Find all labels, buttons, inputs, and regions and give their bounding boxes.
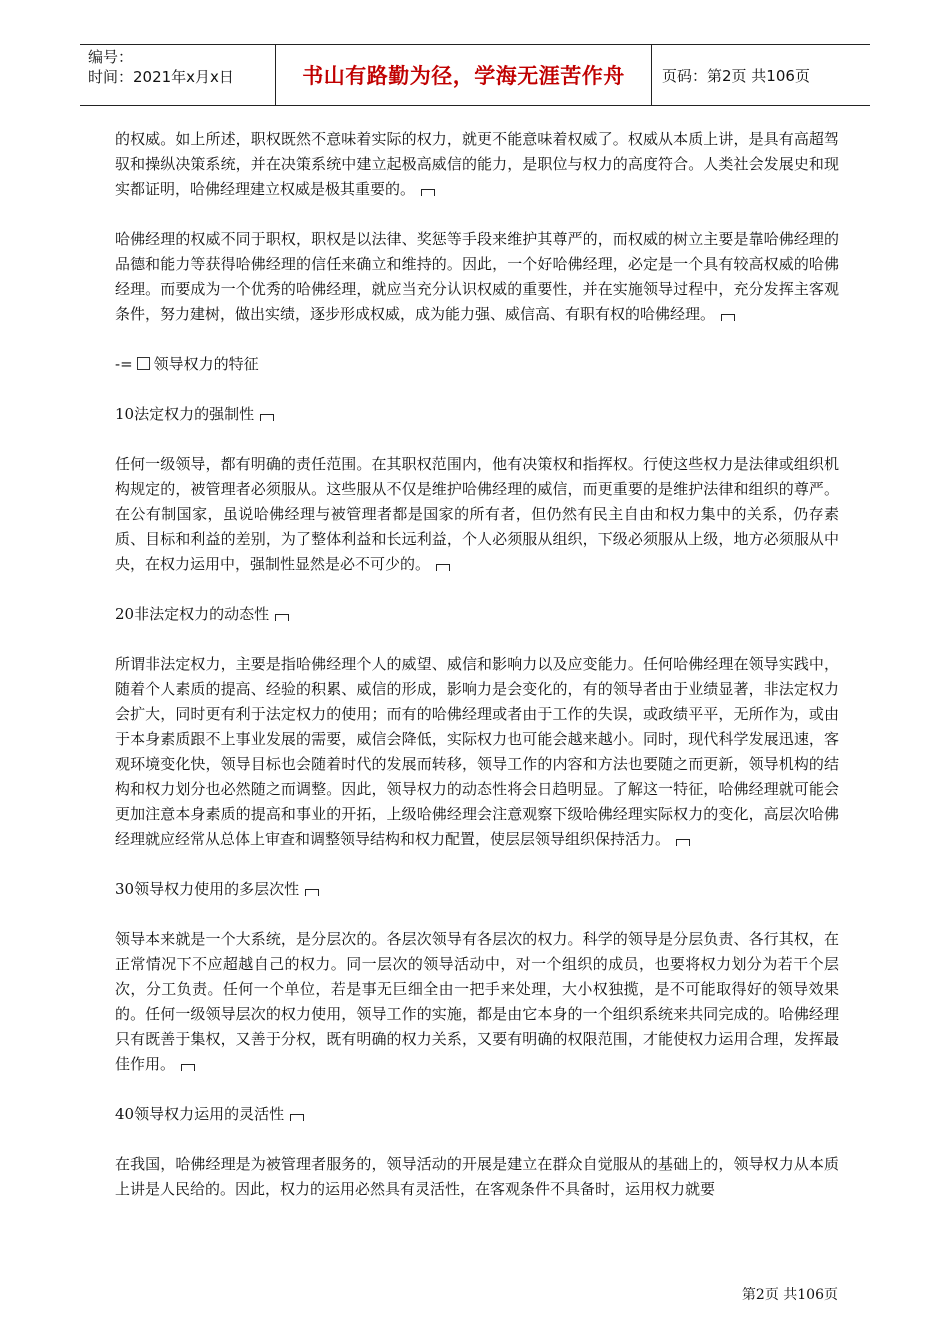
paragraph-mark-icon xyxy=(181,1064,195,1071)
document-body xyxy=(115,127,839,1227)
page-header xyxy=(80,44,870,106)
header-page-info: 页码：第2页 共106页 xyxy=(662,66,810,85)
body-paragraph xyxy=(115,1152,839,1202)
paragraph-mark-icon xyxy=(275,614,289,621)
section-prefix: -= xyxy=(115,355,133,373)
body-paragraph xyxy=(115,652,839,852)
paragraph-mark-icon xyxy=(721,314,735,321)
section-heading xyxy=(115,352,839,377)
item-heading xyxy=(115,1102,839,1127)
paragraph-text: 所谓非法定权力，主要是指哈佛经理个人的威望、威信和影响力以及应变能力。任何哈佛经理在领导实践中，随着个人素质的提高、经验的积累、威信的形成，影响力是会变化的，有的领导者由于业绩显著，非法定权力会扩大，同时更有利于法定权力的使用；而有的哈佛经理或者由于工作的失误，或政绩平平，无所作为，或由于本身素质跟不上事业发展的需要，威信会降低，实际权力也可能会越来越小。同时，现代科学发展迅速，客观环境变化快，领导目标也会随着时代的发展而转移，领导工作的内容和方法也要随之而更新，领导机构的结构和权力划分也必然随之而调整。因此，领导权力的动态性将会日趋明显。了解这一特征，哈佛经理就可能会更加注意本身素质的提高和事业的开拓，上级哈佛经理会注意观察下级哈佛经理实际权力的变化，高层次哈佛经理就应经常从总体上审查和调整领导结构和权力配置，使层层领导组织保持活力。 xyxy=(115,655,839,848)
body-paragraph xyxy=(115,227,839,327)
header-motto: 书山有路勤为径，学海无涯苦作舟 xyxy=(276,45,652,105)
item-heading-text: 20非法定权力的动态性 xyxy=(115,605,270,623)
date-label: 时间：2021年x月x日 xyxy=(88,68,234,86)
item-heading xyxy=(115,402,839,427)
serial-label: 编号： xyxy=(88,48,134,66)
item-heading-text: 30领导权力使用的多层次性 xyxy=(115,880,300,898)
paragraph-mark-icon xyxy=(260,414,274,421)
body-paragraph xyxy=(115,127,839,202)
paragraph-mark-icon xyxy=(436,564,450,571)
paragraph-text: 在我国，哈佛经理是为被管理者服务的，领导活动的开展是建立在群众自觉服从的基础上的，领导权力从本质上讲是人民给的。因此，权力的运用必然具有灵活性，在客观条件不具备时，运用权力就要 xyxy=(115,1155,839,1198)
paragraph-mark-icon xyxy=(421,189,435,196)
item-heading-text: 40领导权力运用的灵活性 xyxy=(115,1105,285,1123)
paragraph-text: 哈佛经理的权威不同于职权，职权是以法律、奖惩等手段来维护其尊严的，而权威的树立主要是靠哈佛经理的品德和能力等获得哈佛经理的信任来确立和维持的。因此，一个好哈佛经理，必定是一个具有较高权威的哈佛经理。而要成为一个优秀的哈佛经理，就应当充分认识权威的重要性，并在实施领导过程中，充分发挥主客观条件，努力建树，做出实绩，逐步形成权威，成为能力强、威信高、有职有权的哈佛经理。 xyxy=(115,230,839,323)
header-meta xyxy=(80,45,276,105)
item-heading-text: 10法定权力的强制性 xyxy=(115,405,255,423)
body-paragraph xyxy=(115,927,839,1077)
checkbox-square-icon xyxy=(137,357,150,370)
section-title: 领导权力的特征 xyxy=(153,355,259,373)
item-heading xyxy=(115,602,839,627)
paragraph-mark-icon xyxy=(676,839,690,846)
body-paragraph xyxy=(115,452,839,577)
paragraph-text: 领导本来就是一个大系统，是分层次的。各层次领导有各层次的权力。科学的领导是分层负责、各行其权，在正常情况下不应超越自己的权力。同一层次的领导活动中，对一个组织的成员，也要将权力划分为若干个层次，分工负责。任何一个单位，若是事无巨细全由一把手来处理，大小权独揽，是不可能取得好的领导效果的。任何一级领导层次的权力使用，领导工作的实施，都是由它本身的一个组织系统来共同完成的。哈佛经理只有既善于集权，又善于分权，既有明确的权力关系，又要有明确的权限范围，才能使权力运用合理，发挥最佳作用。 xyxy=(115,930,839,1073)
page-footer: 第2页 共106页 xyxy=(741,1287,838,1303)
paragraph-text: 的权威。如上所述，职权既然不意味着实际的权力，就更不能意味着权威了。权威从本质上讲，是具有高超驾驭和操纵决策系统，并在决策系统中建立起极高威信的能力，是职位与权力的高度符合。人类社会发展史和现实都证明，哈佛经理建立权威是极其重要的。 xyxy=(115,130,839,198)
paragraph-text: 任何一级领导，都有明确的责任范围。在其职权范围内，他有决策权和指挥权。行使这些权力是法律或组织机构规定的，被管理者必须服从。这些服从不仅是维护哈佛经理的威信，而更重要的是维护法律和组织的尊严。在公有制国家，虽说哈佛经理与被管理者都是国家的所有者，但仍然有民主自由和权力集中的关系，仍存素质、目标和利益的差别，为了整体利益和长远利益，个人必须服从组织，下级必须服从上级，地方必须服从中央，在权力运用中，强制性显然是必不可少的。 xyxy=(115,455,839,573)
paragraph-mark-icon xyxy=(305,889,319,896)
item-heading xyxy=(115,877,839,902)
paragraph-mark-icon xyxy=(290,1114,304,1121)
